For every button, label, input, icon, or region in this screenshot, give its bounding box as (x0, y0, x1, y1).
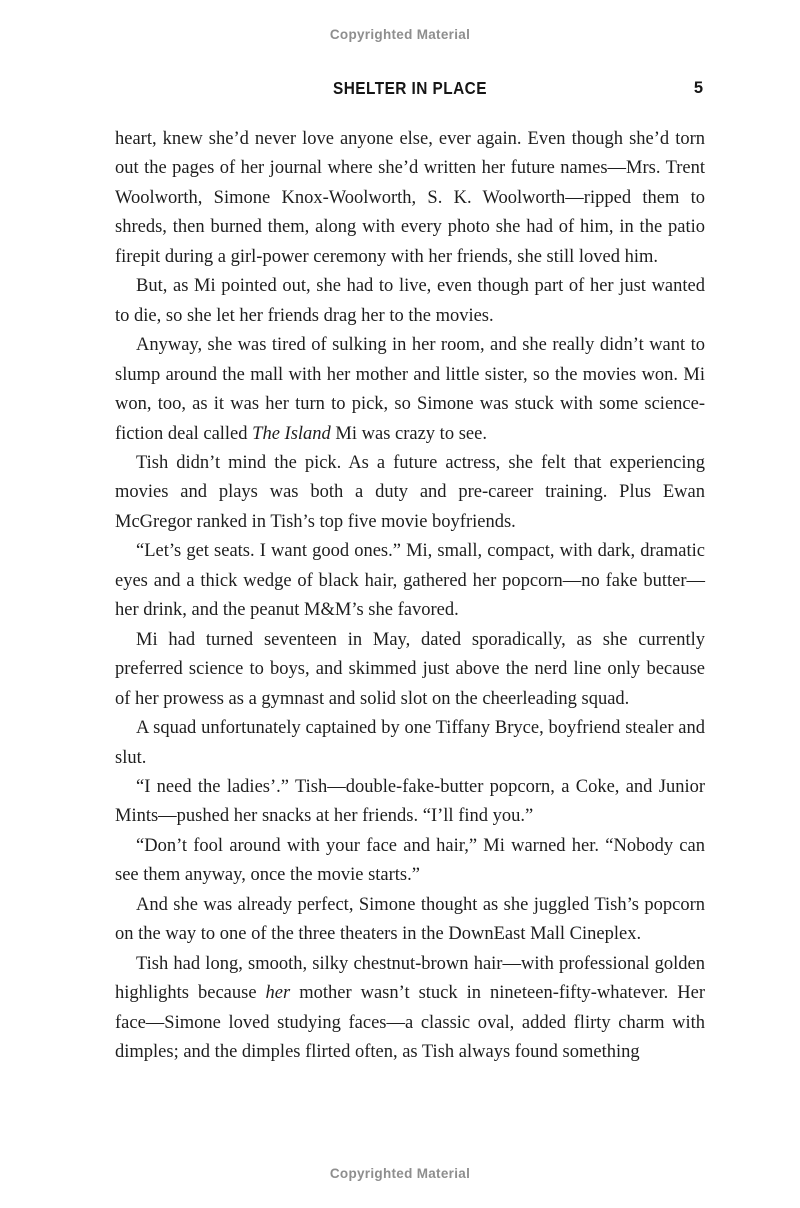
text-run: “Don’t fool around with your face and hair,” Mi warned her. “Nobody can see them anyway, once the movie starts.” (115, 835, 705, 886)
italic-text-run: her (265, 983, 291, 1004)
paragraph (115, 714, 705, 773)
text-run: Tish didn’t mind the pick. As a future actress, she felt that experiencing movies and plays was both a duty and pre-career training. Plus Ewan McGregor ranked in Tish’s top five movie boyfriends. (115, 452, 705, 532)
paragraph (115, 773, 705, 832)
text-run: But, as Mi pointed out, she had to live, even though part of her just wanted to die, so she let her friends drag her to the movies. (115, 276, 705, 326)
copyright-watermark-top: Copyrighted Material (329, 27, 471, 42)
text-run: “Let’s get seats. I want good ones.” Mi, small, compact, with dark, dramatic eyes and a thick wedge of black hair, gathered her popcorn—no fake butter—her drink, and the peanut M&M’s she favored. (115, 541, 705, 621)
paragraph (115, 891, 705, 950)
text-run: mother wasn’t stuck in nineteen-fifty-whatever. Her face—Simone loved studying faces—a classic oval, added flirty charm with dimples; and the dimples flirted often, as Tish always found something (115, 983, 705, 1063)
copyright-watermark-bottom: Copyrighted Material (329, 1166, 471, 1181)
text-run: And she was already perfect, Simone thought as she juggled Tish’s popcorn on the way to one of the three theaters in the DownEast Mall Cineplex. (115, 894, 705, 945)
text-run: “I need the ladies’.” Tish—double-fake-butter popcorn, a Coke, and Junior Mints—pushed her snacks at her friends. “I’ll find you.” (115, 776, 705, 827)
paragraph (115, 272, 705, 331)
paragraph (115, 950, 705, 1068)
page-number: 5 (693, 79, 703, 97)
text-run: A squad unfortunately captained by one Tiffany Bryce, boyfriend stealer and slut. (115, 718, 705, 768)
text-run: Anyway, she was tired of sulking in her room, and she really didn’t want to slump around the mall with her mother and little sister, so the movies won. Mi won, too, as it was her turn to pick, so Simone was stuck with some science-fiction deal called (115, 335, 705, 444)
text-run: Tish had long, smooth, silky chestnut-brown hair—with professional golden highlights because (115, 953, 705, 1004)
paragraph (115, 537, 705, 625)
paragraph (115, 125, 705, 272)
text-run: Mi was crazy to see. (330, 423, 487, 444)
book-title-header: SHELTER IN PLACE (333, 78, 487, 98)
paragraph (115, 832, 705, 891)
text-run: heart, knew she’d never love anyone else, ever again. Even though she’d torn out the pages of her journal where she’d written her future names—Mrs. Trent Woolworth, Simone Knox-Woolworth, S. K. Woolworth—ripped them to shreds, then burned them, along with every photo she had of him, in the patio firepit during a girl-power ceremony with her friends, she still loved him. (115, 129, 705, 267)
paragraph (115, 331, 705, 449)
italic-text-run: The Island (252, 423, 331, 444)
paragraph (115, 449, 705, 537)
text-run: Mi had turned seventeen in May, dated sporadically, as she currently preferred science to boys, and skimmed just above the nerd line only because of her prowess as a gymnast and solid slot on the cheerleading squad. (115, 629, 705, 709)
running-header (115, 78, 705, 100)
page-body-text (115, 125, 705, 1068)
paragraph (115, 626, 705, 714)
